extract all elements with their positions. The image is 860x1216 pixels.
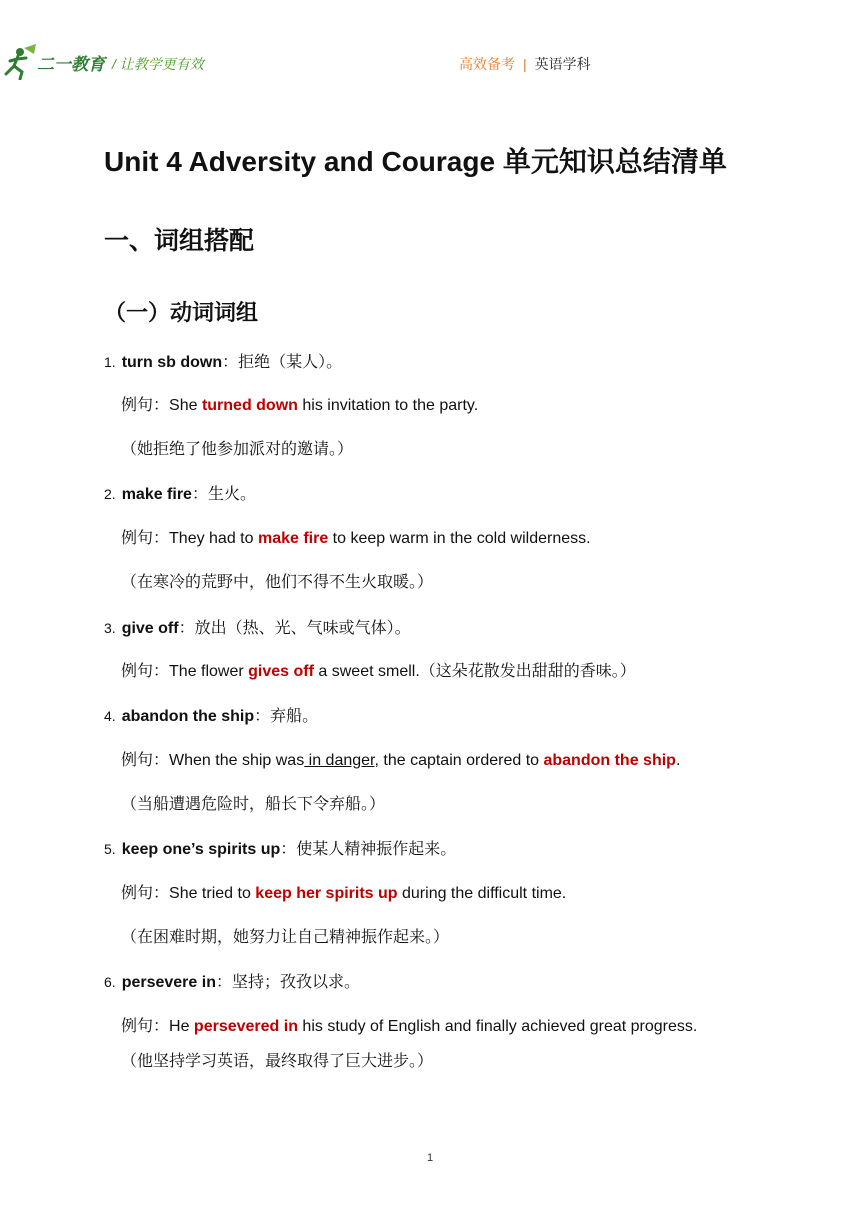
- slogan: / 让教学更有效: [112, 56, 204, 72]
- phrase: give off: [121, 620, 179, 637]
- section-heading: 一、词组搭配: [104, 227, 255, 255]
- phrase: keep one’s spirits up: [121, 841, 281, 858]
- example-text: When the ship was: [169, 752, 305, 769]
- example-highlight: turned down: [201, 397, 298, 414]
- meaning: ：使某人精神振作起来。: [280, 841, 457, 858]
- example-highlight: make fire: [257, 530, 329, 547]
- meaning: ：坚持；孜孜以求。: [215, 974, 360, 991]
- header-right: [459, 54, 591, 74]
- example-text: She: [169, 397, 202, 414]
- example-text: , the captain ordered to: [374, 752, 544, 769]
- item-4-translation: （当船遭遇危险时，船长下令弃船。）: [121, 796, 386, 813]
- example-label: 例句：: [121, 397, 170, 414]
- meaning: ：拒绝（某人）。: [222, 354, 343, 371]
- item-1-term: [104, 352, 342, 373]
- item-5-term: [104, 839, 456, 860]
- example-text: a sweet smell.（这朵花散发出甜甜的香味。）: [313, 663, 636, 680]
- example-underline: in danger: [304, 752, 375, 769]
- item-6-translation: （他坚持学习英语，最终取得了巨大进步。）: [121, 1053, 434, 1070]
- item-2-term: [104, 484, 256, 505]
- example-text: his study of English and finally achieved great progress.: [297, 1018, 698, 1035]
- item-1-example: [121, 396, 478, 416]
- example-text: to keep warm in the cold wilderness.: [328, 530, 591, 547]
- example-highlight: abandon the ship: [543, 752, 676, 769]
- item-4-term: [104, 706, 318, 727]
- item-number: 1.: [104, 354, 116, 370]
- item-4-example: [121, 751, 680, 771]
- phrase: turn sb down: [121, 354, 223, 371]
- subsection-heading: （一）动词词组: [104, 300, 259, 325]
- example-text: .: [675, 752, 681, 769]
- example-label: 例句：: [121, 1018, 170, 1035]
- logo-text: 二一教育: [37, 55, 105, 74]
- example-text: during the difficult time.: [397, 885, 567, 902]
- item-2-example: [121, 529, 591, 549]
- example-label: 例句：: [121, 663, 170, 680]
- example-text: The flower: [169, 663, 249, 680]
- logo: [4, 44, 108, 80]
- example-text: She tried to: [169, 885, 256, 902]
- meaning: ：生火。: [191, 486, 256, 503]
- page-number: 1: [426, 1152, 434, 1164]
- item-number: 4.: [104, 708, 116, 724]
- example-label: 例句：: [121, 530, 170, 547]
- example-highlight: gives off: [248, 663, 314, 680]
- example-highlight: keep her spirits up: [255, 885, 398, 902]
- header-separator: |: [523, 56, 527, 72]
- example-text: They had to: [169, 530, 258, 547]
- header-exam-label: 高效备考: [459, 56, 515, 72]
- item-5-translation: （在困难时期，她努力让自己精神振作起来。）: [121, 929, 450, 946]
- phrase: abandon the ship: [121, 708, 255, 725]
- item-number: 3.: [104, 620, 116, 636]
- item-6-term: [104, 972, 360, 993]
- phrase: make fire: [121, 486, 192, 503]
- example-text: He: [169, 1018, 194, 1035]
- example-text: his invitation to the party.: [297, 397, 479, 414]
- item-number: 2.: [104, 486, 116, 502]
- item-number: 6.: [104, 974, 116, 990]
- example-label: 例句：: [121, 752, 170, 769]
- item-1-translation: （她拒绝了他参加派对的邀请。）: [121, 441, 354, 458]
- page-header: [0, 44, 860, 84]
- header-subject-label: 英语学科: [534, 56, 591, 72]
- meaning: ：弃船。: [254, 708, 319, 725]
- item-number: 5.: [104, 841, 116, 857]
- item-3-term: [104, 618, 411, 639]
- item-5-example: [121, 884, 566, 904]
- phrase: persevere in: [121, 974, 216, 991]
- item-6-example: [121, 1017, 697, 1037]
- item-2-translation: （在寒冷的荒野中，他们不得不生火取暖。）: [121, 574, 434, 591]
- example-label: 例句：: [121, 885, 170, 902]
- document-title: Unit 4 Adversity and Courage 单元知识总结清单: [104, 146, 727, 177]
- meaning: ：放出（热、光、气味或气体）。: [178, 620, 411, 637]
- example-highlight: persevered in: [193, 1018, 298, 1035]
- running-figure-icon: [6, 44, 36, 79]
- item-3-example: [121, 662, 636, 682]
